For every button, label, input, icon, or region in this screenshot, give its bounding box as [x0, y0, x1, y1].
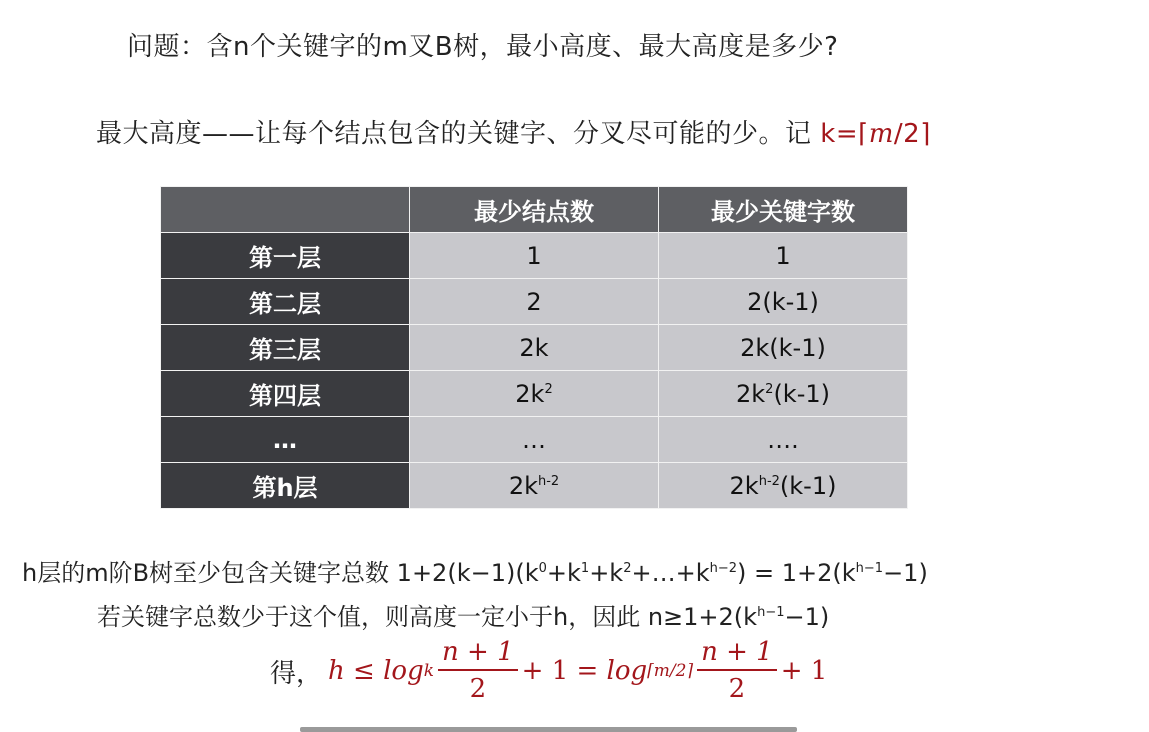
horizontal-scrollbar[interactable] — [300, 727, 797, 732]
min-keys-cell: $2k^2(k-1)$ — [659, 371, 908, 417]
table-row — [161, 371, 908, 417]
k-def-prefix: k=⌈ — [820, 119, 869, 149]
max-height-description: 最大高度——让每个结点包含的关键字、分叉尽可能的少。记 — [96, 119, 821, 149]
layer-label: 第二层 — [161, 279, 410, 325]
derivation-formula: h ≤ log k $\frac{n + 1}{2}$ + 1 = log ⌈m/2⌉ $\frac{n + 1}{2}$ + 1 — [328, 635, 827, 707]
fraction: $\frac{n + 1}{2}$ — [697, 635, 777, 707]
min-keys-cell: 1 — [659, 233, 908, 279]
table-header-row — [161, 187, 908, 233]
min-keys-cell: 2k(k-1) — [659, 325, 908, 371]
k-def-var: m — [868, 119, 894, 149]
k-def-suffix: /2⌉ — [893, 119, 931, 149]
table-row — [161, 463, 908, 509]
question-text: 问题：含n个关键字的m叉B树，最小高度、最大高度是多少? — [127, 32, 839, 62]
header-corner — [161, 187, 410, 233]
min-nodes-cell: $2k^2$ — [410, 371, 659, 417]
min-nodes-cell: 2k — [410, 325, 659, 371]
key-total-formula: h层的m阶B树至少包含关键字总数 $1+2(k-1)(k^0+k^1+k^2+\dots+k^{h-2}) = 1+2(k^{h-1}-1)$ — [22, 559, 928, 587]
layer-label: 第四层 — [161, 371, 410, 417]
min-nodes-cell: $2k^{h-2}$ — [410, 463, 659, 509]
min-keys-cell: $2k^{h-2}(k-1)$ — [659, 463, 908, 509]
max-height-text — [96, 113, 931, 150]
fraction: $\frac{n + 1}{2}$ — [438, 635, 518, 707]
table-row — [161, 233, 908, 279]
min-keys-cell: 2(k-1) — [659, 279, 908, 325]
min-nodes-cell: … — [410, 417, 659, 463]
table-row — [161, 279, 908, 325]
height-derivation — [270, 632, 827, 710]
header-min-keys: 最少关键字数 — [659, 187, 908, 233]
header-min-nodes: 最少结点数 — [410, 187, 659, 233]
k-definition — [820, 119, 931, 149]
layer-label: 第一层 — [161, 233, 410, 279]
table-row — [161, 417, 908, 463]
min-nodes-cell: 2 — [410, 279, 659, 325]
min-nodes-cell: 1 — [410, 233, 659, 279]
table-row — [161, 325, 908, 371]
inequality-text: 若关键字总数少于这个值，则高度一定小于h，因此 $n\ge 1+2(k^{h-1}-1)$ — [97, 603, 830, 631]
btree-min-table — [160, 186, 908, 509]
layer-label: 第h层 — [161, 463, 410, 509]
layer-label: … — [161, 417, 410, 463]
layer-label: 第三层 — [161, 325, 410, 371]
derivation-lead: 得， — [270, 658, 323, 689]
min-keys-cell: …. — [659, 417, 908, 463]
